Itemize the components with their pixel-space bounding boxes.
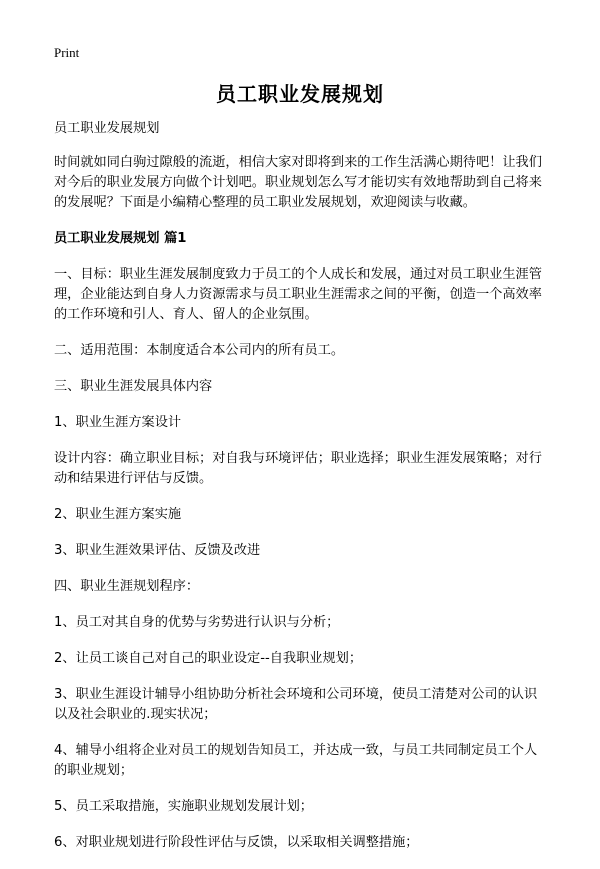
- print-label[interactable]: Print: [54, 45, 80, 60]
- paragraph-step-6: 6、对职业规划进行阶段性评估与反馈，以采取相关调整措施；: [54, 835, 419, 850]
- paragraph-step-2: 2、让员工谈自己对自己的职业设定--自我职业规划；: [54, 651, 363, 666]
- paragraph-design-content: 设计内容：确立职业目标；对自我与环境评估；职业选择；职业生涯发展策略；对行动和结果进行评估与反馈。: [54, 451, 542, 486]
- paragraph-step-3: 3、职业生涯设计辅导小组协助分析社会环境和公司环境，使员工清楚对公司的认识以及社会职业的.现实状况；: [54, 687, 538, 722]
- intro-paragraph: 时间就如同白驹过隙般的流逝，相信大家对即将到来的工作生活满心期待吧！让我们对今后的职业发展方向做个计划吧。职业规划怎么写才能切实有效地帮助到自己将来的发展呢？下面是小编精心整理的员工职业发展规划，欢迎阅读与收藏。: [54, 155, 542, 210]
- section-heading: 员工职业发展规划 篇1: [54, 231, 187, 246]
- document-subtitle: 员工职业发展规划: [54, 121, 160, 136]
- document-title: 员工职业发展规划: [216, 82, 384, 106]
- paragraph-step-1: 1、员工对其自身的优势与劣势进行认识与分析；: [54, 615, 340, 630]
- paragraph-scope: 二、适用范围：本制度适合本公司内的所有员工。: [54, 343, 345, 358]
- paragraph-goal: 一、目标：职业生涯发展制度致力于员工的个人成长和发展，通过对员工职业生涯管理，企业能达到自身人力资源需求与员工职业生涯需求之间的平衡，创造一个高效率的工作环境和引人、育人、留人的企业氛围。: [54, 267, 542, 322]
- document-body: [54, 119, 550, 869]
- paragraph-item-design: 1、职业生涯方案设计: [54, 415, 182, 430]
- paragraph-item-implementation: 2、职业生涯方案实施: [54, 507, 182, 522]
- paragraph-content-heading: 三、职业生涯发展具体内容: [54, 379, 213, 394]
- paragraph-item-evaluation: 3、职业生涯效果评估、反馈及改进: [54, 543, 261, 558]
- paragraph-step-5: 5、员工采取措施，实施职业规划发展计划；: [54, 799, 313, 814]
- paragraph-step-4: 4、辅导小组将企业对员工的规划告知员工，并达成一致，与员工共同制定员工个人的职业规划；: [54, 743, 538, 778]
- paragraph-procedure-heading: 四、职业生涯规划程序：: [54, 579, 200, 594]
